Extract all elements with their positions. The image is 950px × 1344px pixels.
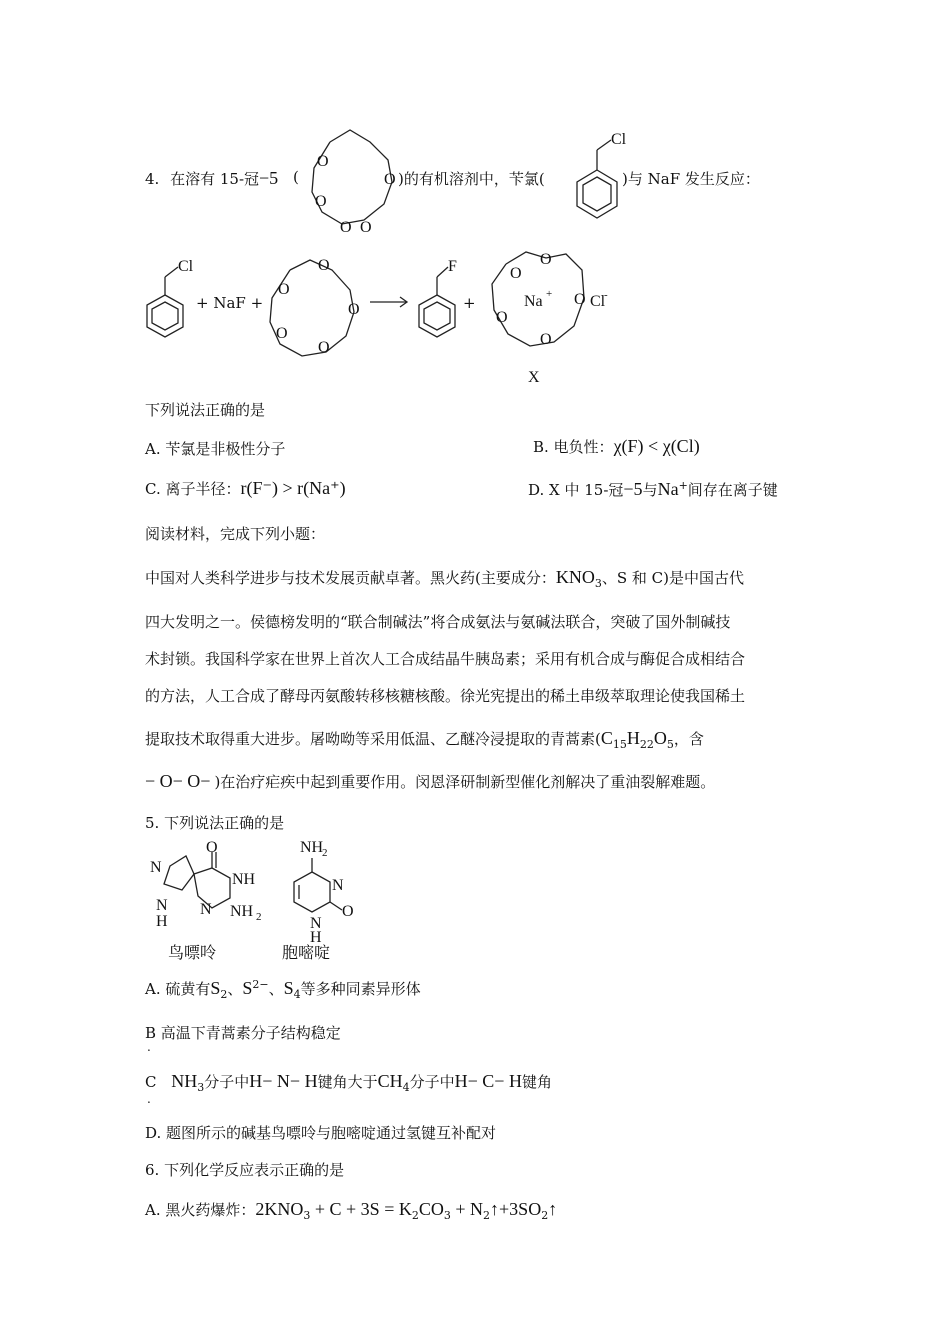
reading-line-1: 中国对人类科学进步与技术发展贡献卓著。黑火药(主要成分：$KNO_3$、S 和 C)是中国古代 [145,567,745,590]
q5-option-b-dot: . [147,1040,151,1054]
q6-stem: 6. 下列化学反应表示正确的是 [145,1161,345,1179]
reading-line-6: − O− O− )在治疗疟疾中起到重要作用。闵恩泽研制新型催化剂解决了重油裂解难题。 [145,771,716,791]
svg-text:N: N [200,901,212,918]
q4-intro-end: )与 NaF 发生反应： [622,170,760,188]
svg-text:NH: NH [232,871,256,888]
svg-text:N: N [310,915,322,932]
reading-line-2: 四大发明之一。侯德榜发明的“联合制碱法”将合成氨法与氨碱法联合，突破了国外制碱技 [145,613,731,631]
reading-title: 阅读材料，完成下列小题： [145,525,326,543]
svg-text:H: H [156,913,168,930]
q5-option-c[interactable]: C $NH_3$分子中H− N− H键角大于$CH_4$分子中H− C− H键角 [145,1071,552,1094]
svg-text:O: O [496,309,508,326]
q5-option-c-dot: . [147,1092,151,1106]
guanine-structure [140,840,270,940]
svg-text:O: O [540,331,552,348]
svg-text:N: N [156,897,168,914]
svg-text:-: - [604,289,608,301]
guanine-label: 鸟嘌呤 [168,943,217,962]
crown-ether-structure [300,122,400,242]
q4-intro-mid: )的有机溶剂中，苄氯( [398,170,545,188]
reading-line-3: 术封锁。我国科学家在世界上首次人工合成结晶牛胰岛素；采用有机合成与酶促合成相结合 [145,650,746,668]
svg-text:NH: NH [300,839,324,856]
q4-option-a[interactable]: A. 苄氯是非极性分子 [145,440,286,458]
svg-text:X: X [528,369,540,386]
cytosine-structure [280,838,380,946]
q4-intro-paren: ( [293,168,299,186]
reading-line-4: 的方法，人工合成了酵母丙氨酸转移核糖核酸。徐光宪提出的稀土串级萃取理论使我国稀土 [145,687,746,705]
svg-text:N: N [150,859,162,876]
crown-ether-reactant [258,252,368,372]
q4-option-d[interactable]: D. X 中 15-冠−5与Na+间存在离子键 [528,479,778,499]
svg-text:Cl: Cl [178,258,194,275]
reaction-plus: + [463,294,476,312]
atom-cl: Cl [611,131,627,148]
q5-option-b[interactable]: B 高温下青蒿素分子结构稳定 [145,1024,341,1042]
svg-text:O: O [206,839,218,856]
atom-o: O [317,153,329,170]
atom-o: O [315,193,327,210]
q5-option-a[interactable]: A. 硫黄有$S_2$、$S^{2-}$、$S_4$等多种同素异形体 [145,978,421,1001]
reaction-plus-naf: + NaF + [196,294,264,312]
benzyl-chloride-structure [565,128,635,228]
svg-text:F: F [448,258,457,275]
svg-text:Na: Na [524,293,543,310]
atom-o: O [384,171,396,188]
q4-intro: 4. 在溶有 15-冠−5 [145,168,279,188]
svg-text:O: O [574,291,586,308]
svg-text:O: O [540,251,552,268]
reading-line-5: 提取技术取得重大进步。屠呦呦等采用低温、乙醚冷浸提取的青蒿素($C_{15}H_{22}O_5$，含 [145,728,704,751]
question-number: 4. [145,170,160,188]
svg-text:O: O [510,265,522,282]
atom-o: O [360,219,372,236]
svg-text:O: O [342,903,354,920]
q5-stem: 5. 下列说法正确的是 [145,814,285,832]
svg-text:+: + [546,288,553,300]
reaction-arrow [370,296,410,308]
svg-text:N: N [332,877,344,894]
svg-text:O: O [318,339,330,356]
svg-text:O: O [318,257,330,274]
atom-o: O [340,219,352,236]
svg-text:H: H [310,929,322,946]
q4-option-b[interactable]: B. 电负性：χ(F) < χ(Cl) [533,436,700,456]
svg-text:O: O [278,281,290,298]
svg-text:O: O [276,325,288,342]
svg-text:2: 2 [322,847,328,859]
svg-text:O: O [348,301,360,318]
cytosine-label: 胞嘧啶 [282,943,331,962]
svg-text:NH: NH [230,903,254,920]
q6-option-a[interactable]: A. 黑火药爆炸：$2KNO_3 + C + 3S = K_2CO_3$ + $N_2↑+3SO_2↑$ [145,1199,558,1222]
q4-stem: 下列说法正确的是 [145,401,266,419]
svg-text:Cl: Cl [590,293,606,310]
q4-option-c[interactable]: C. 离子半径：r(F⁻) > r(Na⁺) [145,478,346,498]
q5-option-d[interactable]: D. 题图所示的碱基鸟嘌呤与胞嘧啶通过氢键互补配对 [145,1124,497,1142]
crown-ether-complex-x [478,240,628,390]
svg-text:2: 2 [256,911,262,923]
